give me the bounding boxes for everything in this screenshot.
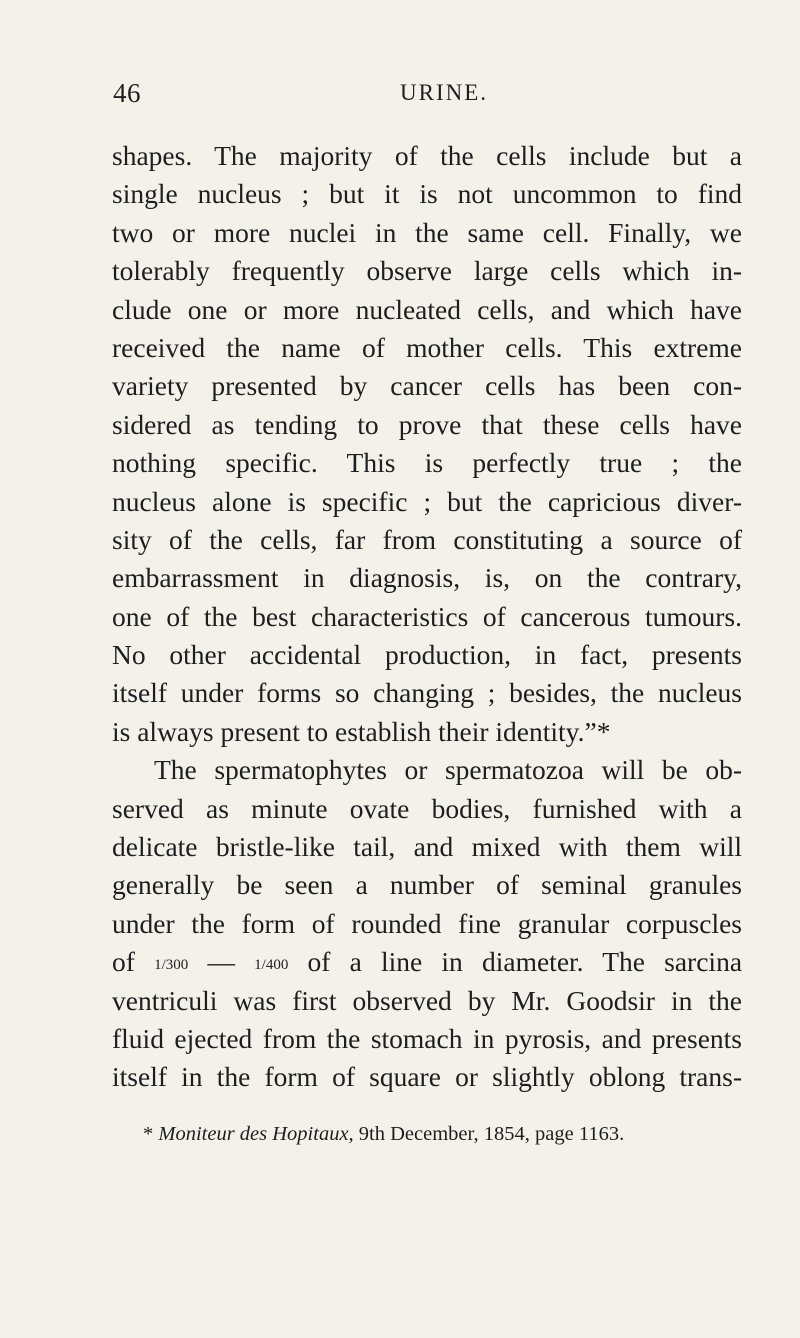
footnote-marker: * xyxy=(143,1123,154,1145)
text-line: clude one or more nucleated cells, and which have xyxy=(112,293,742,325)
text-line: variety presented by cancer cells has been con- xyxy=(112,370,742,402)
text-line: itself under forms so changing ; besides, the nucleus xyxy=(112,677,742,709)
text-line: received the name of mother cells. This extreme xyxy=(112,331,742,363)
fraction-one-three-hundredth: 1/300 xyxy=(154,957,189,974)
text-line: nothing specific. This is perfectly true ; the xyxy=(112,447,742,479)
text-line: single nucleus ; but it is not uncommon to find xyxy=(112,178,742,210)
fraction-dash: — xyxy=(207,946,235,978)
text-line: is always present to establish their identity.”* xyxy=(112,715,611,747)
text-line: itself in the form of square or slightly oblong trans- xyxy=(112,1061,742,1093)
fraction-suffix: of a line in diameter. The sarcina xyxy=(307,946,743,978)
footnote-details: 9th December, 1854, page 1163. xyxy=(358,1123,625,1145)
page-number: 46 xyxy=(113,78,141,108)
text-line: under the form of rounded fine granular corpuscles xyxy=(112,907,742,939)
text-line: one of the best characteristics of cancerous tumours. xyxy=(112,600,742,632)
text-line: delicate bristle-like tail, and mixed with them will xyxy=(112,831,742,863)
page-header xyxy=(0,78,800,114)
text-line: The spermatophytes or spermatozoa will be ob- xyxy=(154,754,742,786)
text-line: No other accidental production, in fact, presents xyxy=(112,639,742,671)
text-line: generally be seen a number of seminal granules xyxy=(112,869,742,901)
running-head: URINE. xyxy=(400,80,489,105)
footnote-publication: Moniteur des Hopitaux, xyxy=(158,1123,354,1145)
footnote xyxy=(143,1123,624,1146)
text-line: ventriculi was first observed by Mr. Goodsir in the xyxy=(112,984,742,1016)
text-line: tolerably frequently observe large cells which in- xyxy=(112,255,742,287)
text-line: served as minute ovate bodies, furnished with a xyxy=(112,792,742,824)
body-text xyxy=(112,137,742,1097)
text-line: embarrassment in diagnosis, is, on the contrary, xyxy=(112,562,742,594)
fraction-line xyxy=(112,943,742,981)
text-line: shapes. The majority of the cells include but a xyxy=(112,140,742,171)
text-line: nucleus alone is specific ; but the capricious diver- xyxy=(112,485,742,517)
fraction-prefix: of xyxy=(112,946,135,978)
text-line: fluid ejected from the stomach in pyrosis, and presents xyxy=(112,1022,742,1054)
fraction-one-four-hundredth: 1/400 xyxy=(254,957,289,974)
text-line: sidered as tending to prove that these cells have xyxy=(112,408,742,440)
text-line: two or more nuclei in the same cell. Finally, we xyxy=(112,216,742,248)
text-line: sity of the cells, far from constituting a source of xyxy=(112,523,742,555)
